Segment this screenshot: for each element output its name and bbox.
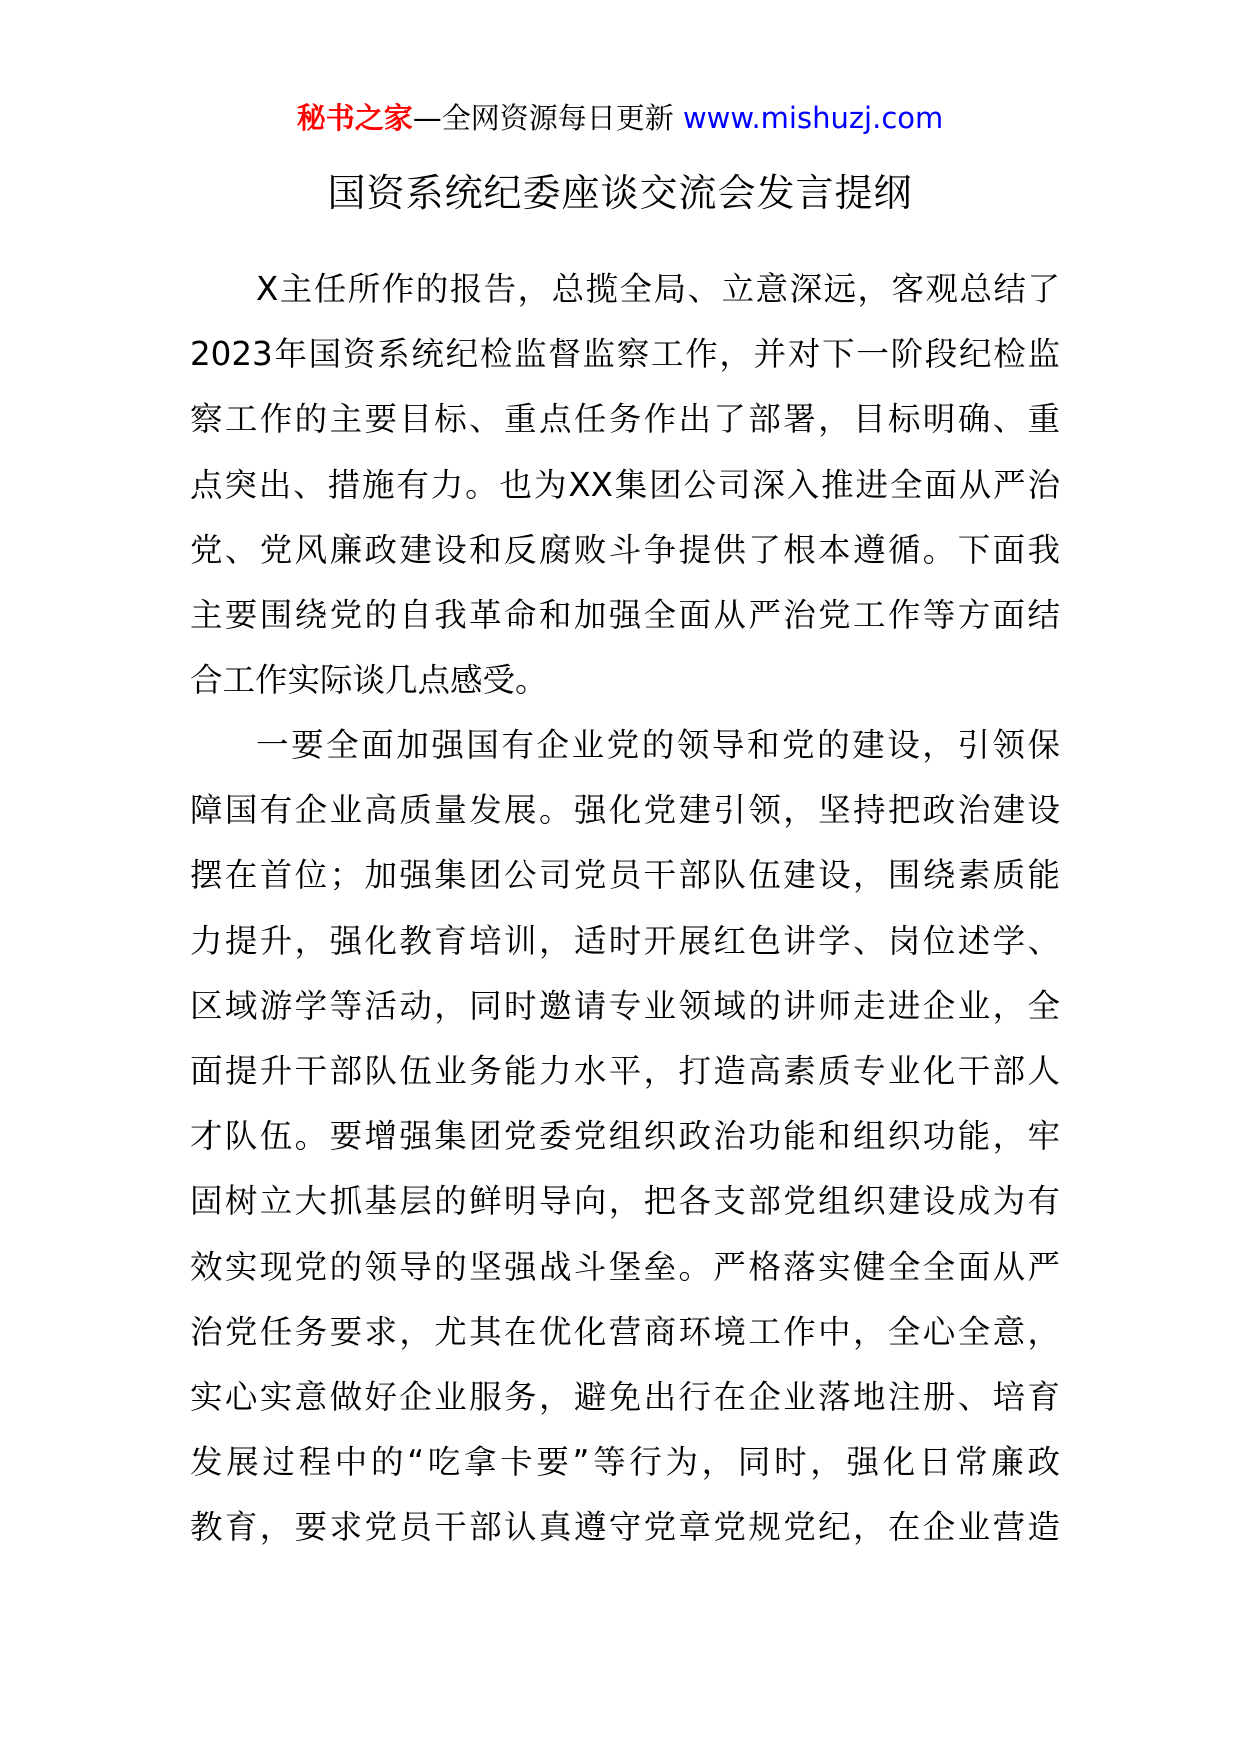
paragraph-line: 实心实意做好企业服务，避免出行在企业落地注册、培育 bbox=[190, 1378, 1060, 1417]
paragraph-1 bbox=[190, 257, 1060, 713]
paragraph-line: 力提升，强化教育培训，适时开展红色讲学、岗位述学、 bbox=[190, 921, 1060, 960]
paragraph-line: 发展过程中的“吃拿卡要”等行为，同时，强化日常廉政 bbox=[190, 1443, 1060, 1482]
brand-name: 秘书之家 bbox=[296, 101, 413, 135]
paragraph-line: 察工作的主要目标、重点任务作出了部署，目标明确、重 bbox=[190, 400, 1060, 439]
site-header bbox=[0, 98, 1240, 138]
paragraph-line: 效实现党的领导的坚强战斗堡垒。严格落实健全全面从严 bbox=[190, 1247, 1060, 1286]
paragraph-line: 主要围绕党的自我革命和加强全面从严治党工作等方面结 bbox=[190, 596, 1060, 635]
paragraph-line: 合工作实际谈几点感受。 bbox=[190, 661, 548, 700]
site-url-link[interactable]: www.mishuzj.com bbox=[682, 101, 944, 135]
paragraph-line: 教育，要求党员干部认真遵守党章党规党纪，在企业营造 bbox=[190, 1508, 1060, 1547]
paragraph-line: 点突出、措施有力。也为XX集团公司深入推进全面从严治 bbox=[190, 465, 1060, 504]
paragraph-2 bbox=[190, 713, 1060, 1561]
paragraph-line: 才队伍。要增强集团党委党组织政治功能和组织功能，牢 bbox=[190, 1117, 1060, 1156]
paragraph-line: 党、党风廉政建设和反腐败斗争提供了根本遵循。下面我 bbox=[190, 530, 1060, 569]
paragraph-line: 一要全面加强国有企业党的领导和党的建设，引领保 bbox=[256, 726, 1060, 764]
paragraph-line: 摆在首位；加强集团公司党员干部队伍建设，围绕素质能 bbox=[190, 856, 1060, 895]
document-title: 国资系统纪委座谈交流会发言提纲 bbox=[327, 171, 913, 215]
paragraph-line: 治党任务要求，尤其在优化营商环境工作中，全心全意， bbox=[190, 1312, 1060, 1351]
paragraph-line: X主任所作的报告，总揽全局、立意深远，客观总结了 bbox=[256, 270, 1060, 308]
paragraph-line: 面提升干部队伍业务能力水平，打造高素质专业化干部人 bbox=[190, 1052, 1060, 1091]
paragraph-line: 2023年国资系统纪检监督监察工作，并对下一阶段纪检监 bbox=[190, 335, 1060, 374]
paragraph-line: 障国有企业高质量发展。强化党建引领，坚持把政治建设 bbox=[190, 791, 1060, 830]
header-tagline: —全网资源每日更新 bbox=[412, 101, 683, 135]
paragraph-line: 固树立大抓基层的鲜明导向，把各支部党组织建设成为有 bbox=[190, 1182, 1060, 1221]
paragraph-line: 区域游学等活动，同时邀请专业领域的讲师走进企业，全 bbox=[190, 986, 1060, 1025]
